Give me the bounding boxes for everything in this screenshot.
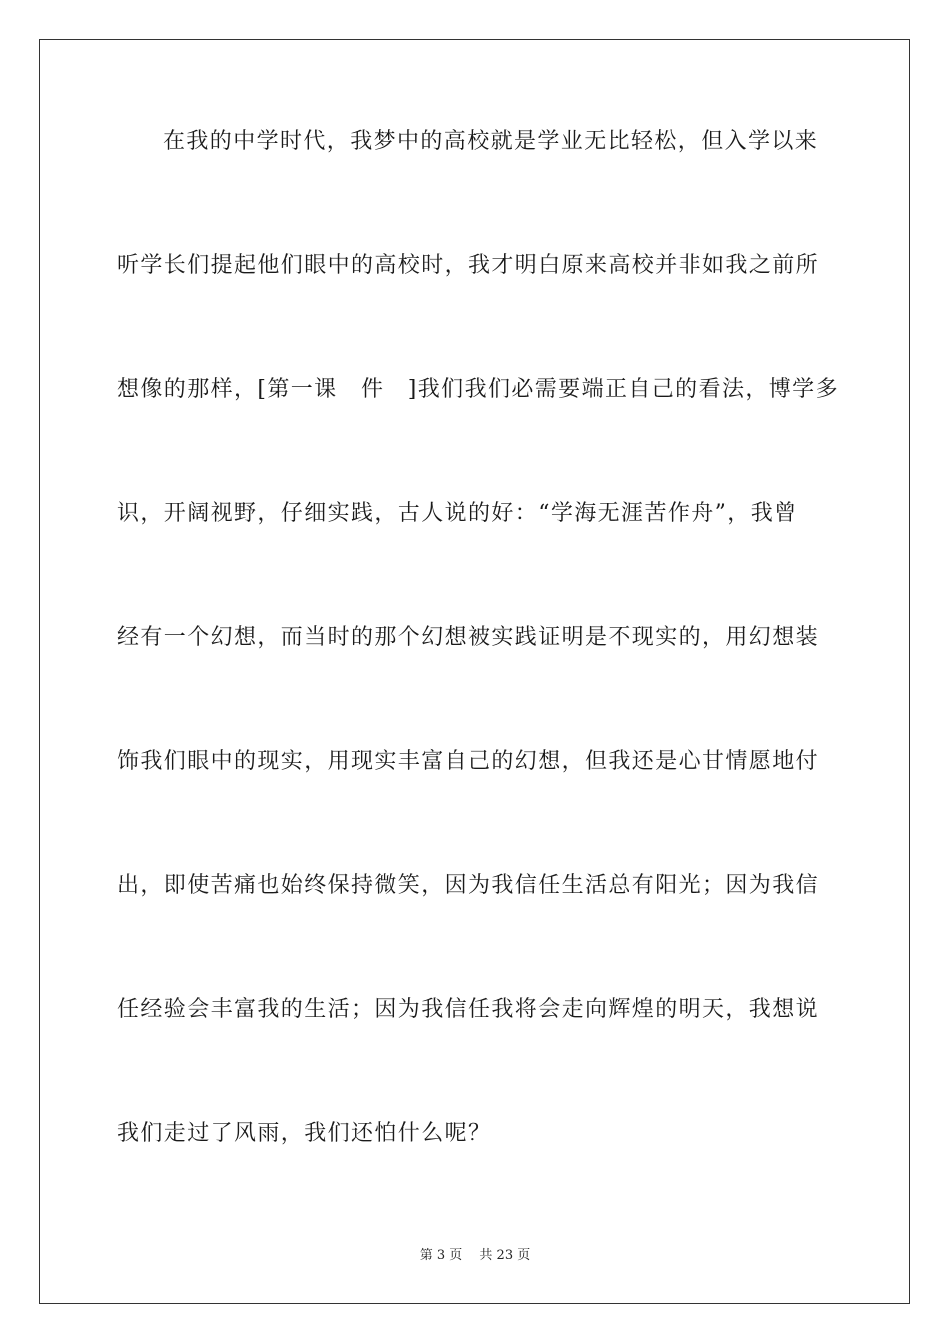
- text-line-3: 想像的那样，[第一课 件 ]我们我们必需要端正自己的看法，博学多: [117, 377, 839, 402]
- text-line-7: 出，即使苦痛也始终保持微笑，因为我信任生活总有阳光；因为我信: [117, 873, 820, 898]
- body-paragraph: [117, 130, 837, 1246]
- text-line-9: 我们走过了风雨，我们还怕什么呢？: [117, 1121, 492, 1146]
- page-number-footer: 第 3 页 共 23 页: [419, 1248, 531, 1263]
- text-line-1: 在我的中学时代，我梦中的高校就是学业无比轻松，但入学以来: [163, 129, 819, 154]
- text-line-5: 经有一个幻想，而当时的那个幻想被实践证明是不现实的，用幻想装: [117, 625, 820, 650]
- text-line-8: 任经验会丰富我的生活；因为我信任我将会走向辉煌的明天，我想说: [117, 997, 820, 1022]
- text-line-6: 饰我们眼中的现实，用现实丰富自己的幻想，但我还是心甘情愿地付: [117, 749, 820, 774]
- text-line-4: 识，开阔视野，仔细实践，古人说的好：“学海无涯苦作舟”，我曾: [117, 501, 798, 526]
- text-line-2: 听学长们提起他们眼中的高校时，我才明白原来高校并非如我之前所: [117, 253, 820, 278]
